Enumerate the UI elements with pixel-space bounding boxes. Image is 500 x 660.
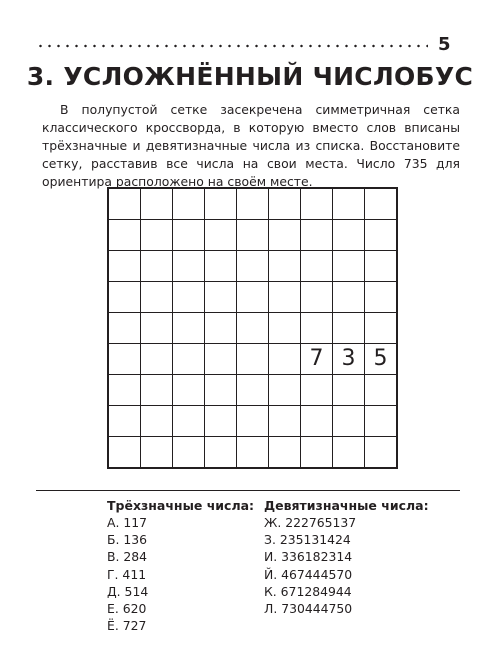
grid-cell[interactable] (205, 282, 237, 313)
grid-cell[interactable] (108, 313, 141, 344)
grid-cell[interactable] (301, 313, 333, 344)
grid-cell[interactable] (141, 282, 173, 313)
grid-cell[interactable] (141, 251, 173, 282)
grid-cell[interactable] (301, 188, 333, 220)
grid-cell[interactable] (205, 344, 237, 375)
grid-cell[interactable] (301, 375, 333, 406)
number-list-item: Й. 467444570 (264, 566, 353, 582)
grid-cell[interactable] (173, 282, 205, 313)
grid-cell[interactable] (237, 406, 269, 437)
grid-cell[interactable] (365, 406, 398, 437)
grid-cell[interactable] (333, 375, 365, 406)
grid-cell[interactable] (365, 375, 398, 406)
grid-cell[interactable] (141, 375, 173, 406)
grid-cell[interactable] (205, 251, 237, 282)
number-list-item: Б. 136 (107, 532, 148, 548)
grid-cell[interactable] (365, 220, 398, 251)
grid-cell[interactable] (205, 313, 237, 344)
grid-cell[interactable] (365, 282, 398, 313)
grid-row (108, 188, 397, 220)
grid-cell[interactable] (205, 188, 237, 220)
grid-cell[interactable]: 3 (333, 344, 365, 375)
grid-cell[interactable] (269, 251, 301, 282)
puzzle-grid (107, 187, 398, 469)
grid-cell[interactable] (141, 406, 173, 437)
grid-cell[interactable]: 7 (301, 344, 333, 375)
grid-cell[interactable] (269, 220, 301, 251)
grid-cell[interactable] (237, 437, 269, 469)
grid-cell[interactable] (108, 437, 141, 469)
number-list-item: Л. 730444750 (264, 601, 353, 617)
grid-cell[interactable] (173, 344, 205, 375)
section-divider (36, 490, 460, 491)
number-list-item: З. 235131424 (264, 532, 351, 548)
grid-cell[interactable] (269, 282, 301, 313)
grid-cell[interactable] (108, 344, 141, 375)
grid-cell[interactable] (301, 251, 333, 282)
grid-cell[interactable] (237, 375, 269, 406)
number-list-item: К. 671284944 (264, 583, 352, 599)
number-list-item: Е. 620 (107, 601, 147, 617)
grid-cell[interactable] (269, 344, 301, 375)
grid-cell[interactable] (108, 375, 141, 406)
number-list-item: Ж. 222765137 (264, 515, 357, 530)
grid-cell[interactable] (269, 437, 301, 469)
grid-cell[interactable] (237, 282, 269, 313)
grid-cell[interactable] (269, 406, 301, 437)
grid-cell[interactable] (301, 282, 333, 313)
grid-cell[interactable] (365, 313, 398, 344)
grid-cell[interactable] (365, 188, 398, 220)
grid-cell[interactable] (269, 313, 301, 344)
grid-cell[interactable] (173, 437, 205, 469)
grid-cell[interactable] (333, 282, 365, 313)
grid-row (108, 313, 397, 344)
grid-row (108, 251, 397, 282)
grid-cell[interactable] (237, 313, 269, 344)
grid-cell[interactable] (141, 313, 173, 344)
grid-cell[interactable] (173, 313, 205, 344)
grid-cell[interactable] (301, 220, 333, 251)
grid-cell[interactable] (333, 437, 365, 469)
grid-row (108, 282, 397, 313)
grid-cell[interactable] (269, 188, 301, 220)
number-list-item: Г. 411 (107, 566, 147, 582)
grid-cell[interactable] (237, 251, 269, 282)
grid-cell[interactable] (108, 282, 141, 313)
puzzle-title: 3. УСЛОЖНЁННЫЙ ЧИСЛОБУС (26, 62, 474, 91)
grid-cell[interactable] (108, 188, 141, 220)
grid-cell[interactable] (365, 251, 398, 282)
grid-cell[interactable] (108, 251, 141, 282)
grid-row (108, 406, 397, 437)
grid-cell[interactable] (173, 251, 205, 282)
grid-cell[interactable] (205, 437, 237, 469)
three-digit-list (107, 514, 148, 634)
grid-row (108, 375, 397, 406)
grid-cell[interactable] (333, 313, 365, 344)
grid-cell[interactable] (141, 344, 173, 375)
grid-cell[interactable] (269, 375, 301, 406)
grid-row (108, 344, 397, 375)
grid-cell[interactable] (333, 251, 365, 282)
number-list-item: В. 284 (107, 549, 148, 565)
grid-cell[interactable] (141, 220, 173, 251)
grid-cell[interactable] (108, 220, 141, 251)
number-list-item: А. 117 (107, 515, 148, 530)
puzzle-description: В полупустой сетке засекречена симметричная сетка классического кроссворда, в которую вместо слов вписаны трёхзначные и девятизначные числа из списка. Восстановите сетку, расставив все числа на свои места. Число 735 для ориентира расположено на своём месте. (42, 102, 460, 189)
number-list-item: Д. 514 (107, 583, 149, 599)
grid-cell[interactable] (173, 220, 205, 251)
grid-cell[interactable]: 5 (365, 344, 398, 375)
grid-cell[interactable] (173, 188, 205, 220)
grid-cell[interactable] (301, 437, 333, 469)
grid-cell[interactable] (301, 406, 333, 437)
page-number: 5 (438, 34, 451, 55)
grid-cell[interactable] (205, 220, 237, 251)
header-dotted-line (36, 44, 428, 48)
grid-cell[interactable] (333, 220, 365, 251)
grid-cell[interactable] (333, 188, 365, 220)
nine-digit-heading: Девятизначные числа: (264, 498, 429, 513)
grid-cell[interactable] (205, 406, 237, 437)
grid-cell[interactable] (141, 188, 173, 220)
three-digit-heading: Трёхзначные числа: (107, 498, 255, 513)
grid-cell[interactable] (173, 375, 205, 406)
grid-cell[interactable] (173, 406, 205, 437)
grid-cell[interactable] (237, 344, 269, 375)
grid-cell[interactable] (237, 188, 269, 220)
grid-cell[interactable] (237, 220, 269, 251)
number-list-item: И. 336182314 (264, 549, 353, 565)
grid-row (108, 437, 397, 469)
grid-row (108, 220, 397, 251)
grid-cell[interactable] (365, 437, 398, 469)
number-list-item: Ё. 727 (107, 618, 147, 634)
nine-digit-list (264, 514, 356, 617)
grid-cell[interactable] (333, 406, 365, 437)
grid-cell[interactable] (205, 375, 237, 406)
grid-cell[interactable] (108, 406, 141, 437)
grid-cell[interactable] (141, 437, 173, 469)
